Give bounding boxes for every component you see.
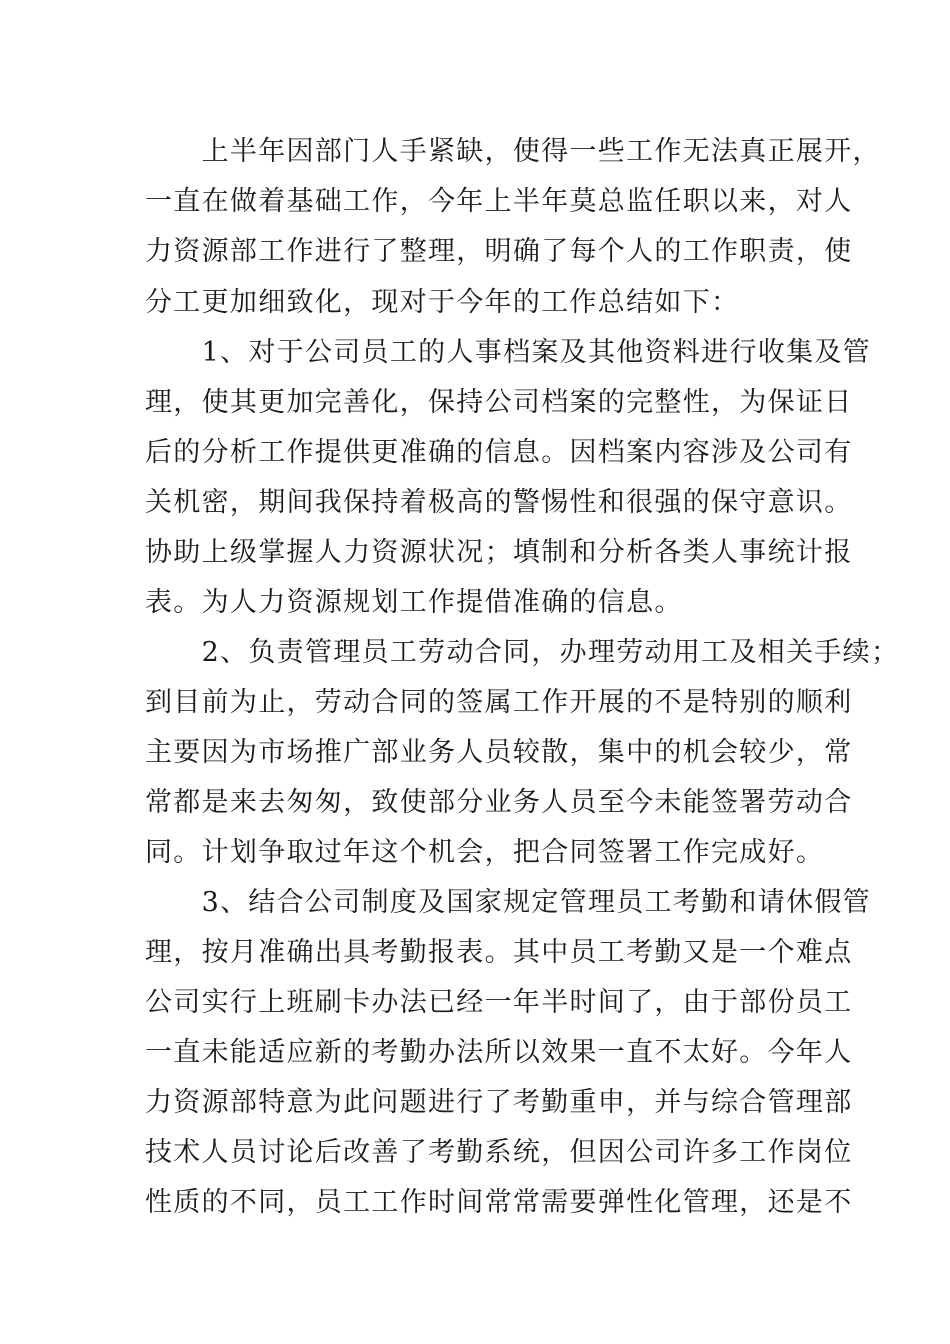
text-line: 技术人员讨论后改善了考勤系统，但因公司许多工作岗位	[145, 1137, 853, 1168]
text-line: 理，使其更加完善化，保持公司档案的完整性，为保证日	[145, 387, 853, 418]
text-line: 3、结合公司制度及国家规定管理员工考勤和请休假管	[145, 887, 871, 918]
text-line: 力资源部特意为此问题进行了考勤重申，并与综合管理部	[145, 1087, 853, 1118]
text-line: 同。计划争取过年这个机会，把合同签署工作完成好。	[145, 837, 825, 868]
text-line: 理，按月准确出具考勤报表。其中员工考勤又是一个难点	[145, 937, 853, 968]
text-line: 常都是来去匆匆，致使部分业务人员至今未能签署劳动合	[145, 787, 853, 818]
text-line: 1、对于公司员工的人事档案及其他资料进行收集及管	[145, 337, 871, 368]
text-line: 协助上级掌握人力资源状况；填制和分析各类人事统计报	[145, 537, 853, 568]
text-line: 表。为人力资源规划工作提借准确的信息。	[145, 587, 683, 618]
text-line: 上半年因部门人手紧缺，使得一些工作无法真正展开，	[145, 136, 881, 167]
text-line: 分工更加细致化，现对于今年的工作总结如下：	[145, 287, 740, 318]
text-line: 一直未能适应新的考勤办法所以效果一直不太好。今年人	[145, 1037, 853, 1068]
text-line: 2、负责管理员工劳动合同，办理劳动用工及相关手续；	[145, 637, 900, 668]
text-line: 性质的不同，员工工作时间常常需要弹性化管理，还是不	[145, 1187, 853, 1218]
text-line: 主要因为市场推广部业务人员较散，集中的机会较少，常	[145, 737, 853, 768]
text-line: 力资源部工作进行了整理，明确了每个人的工作职责，使	[145, 236, 853, 267]
text-line: 到目前为止，劳动合同的签属工作开展的不是特别的顺利	[145, 687, 853, 718]
text-line: 关机密，期间我保持着极高的警惕性和很强的保守意识。	[145, 487, 853, 518]
text-line: 一直在做着基础工作，今年上半年莫总监任职以来，对人	[145, 186, 853, 217]
text-line: 后的分析工作提供更准确的信息。因档案内容涉及公司有	[145, 437, 853, 468]
text-line: 公司实行上班刷卡办法已经一年半时间了，由于部份员工	[145, 987, 853, 1018]
